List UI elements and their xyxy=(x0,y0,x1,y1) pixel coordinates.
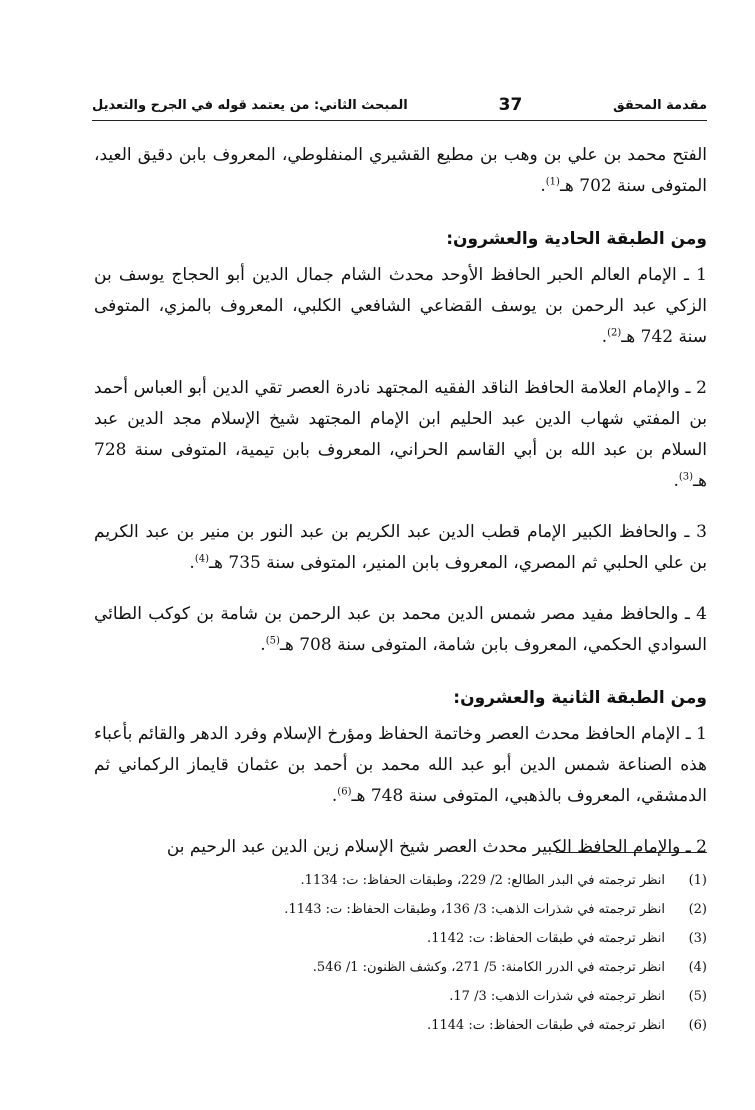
footnote xyxy=(180,924,707,953)
footnote-ref: (6) xyxy=(337,786,352,798)
footnote-number: (6) xyxy=(688,1018,707,1033)
footnote-ref: (1) xyxy=(545,176,560,188)
footnote xyxy=(180,895,707,924)
list-item: 4 ـ والحافظ مفيد مصر شمس الدين محمد بن عبد الرحمن بن شامة بن كوكب الطائي السوادي الحكمي، المعروف بابن شامة، المتوفى سنة 708 هـ$^{(5)}$. xyxy=(94,604,707,655)
footnote-text: انظر ترجمته في شذرات الذهب: 3/ 136، وطبقات الحفاظ: ت: 1143. xyxy=(284,902,665,917)
list-item: 1 ـ الإمام الحافظ محدث العصر وخاتمة الحفاظ ومؤرخ الإسلام وفرد الدهر والقائم بأعباء هذه الصناعة شمس الدين أبو عبد الله محمد بن أحمد بن عثمان قايماز الركماني ثم الدمشقي، المعروف بالذهبي، المتوفى سنة 748 هـ$^{(6)}$. xyxy=(94,724,707,806)
footnote xyxy=(180,866,707,895)
page-number: 37 xyxy=(498,95,523,115)
footnote-text: انظر ترجمته في طبقات الحفاظ: ت: 1142. xyxy=(427,931,665,946)
footnote xyxy=(180,982,707,1011)
footnotes xyxy=(180,866,707,1040)
list-item: 1 ـ الإمام العالم الحبر الحافظ الأوحد محدث الشام جمال الدين أبو الحجاج يوسف بن الزكي عبد الرحمن بن يوسف القضاعي الشافعي الكلبي، المعروف بالمزي، المتوفى سنة 742 هـ$^{(2)}$. xyxy=(94,265,707,347)
footnote-divider xyxy=(556,852,707,853)
footnote xyxy=(180,953,707,982)
list-item: 3 ـ والحافظ الكبير الإمام قطب الدين عبد الكريم بن عبد النور بن منير بن عبد الكريم بن علي الحلبي ثم المصري، المعروف بابن المنير، المتوفى سنة 735 هـ$^{(4)}$. xyxy=(94,522,707,573)
footnote-ref: (5) xyxy=(265,635,280,647)
footnote-ref: (2) xyxy=(607,327,622,339)
footnote-text: انظر ترجمته في طبقات الحفاظ: ت: 1144. xyxy=(427,1018,665,1033)
footnote xyxy=(180,1011,707,1040)
footnote-number: (4) xyxy=(688,960,707,975)
footnote-text: انظر ترجمته في الدرر الكامنة: 5/ 271، وكشف الظنون: 1/ 546. xyxy=(312,960,665,975)
main-text xyxy=(94,140,707,883)
footnote-ref: (4) xyxy=(194,553,210,565)
footnote-number: (3) xyxy=(688,931,707,946)
header-divider xyxy=(92,120,707,121)
running-header xyxy=(92,92,707,118)
footnote-number: (2) xyxy=(688,902,707,917)
section-heading-21: ومن الطبقة الحادية والعشرون: xyxy=(446,229,707,249)
footnote-number: (5) xyxy=(688,989,707,1004)
list-item: 2 ـ والإمام العلامة الحافظ الناقد الفقيه المجتهد نادرة العصر تقي الدين أبو العباس أحمد بن المفتي شهاب الدين عبد الحليم ابن الإمام المجتهد شيخ الإسلام مجد الدين عبد السلام بن عبد الله بن أبي القاسم الحراني، المعروف بابن تيمية، المتوفى سنة 728 هـ$^{(3)}$. xyxy=(94,378,707,491)
paragraph-continued: الفتح محمد بن علي بن وهب بن مطيع القشيري المنفلوطي، المعروف بابن دقيق العيد، المتوفى سنة 702 هـ$^{(1)}$. xyxy=(94,145,707,196)
header-chapter-title: مقدمة المحقق xyxy=(613,97,707,113)
footnote-text: انظر ترجمته في شذرات الذهب: 3/ 17. xyxy=(449,989,665,1004)
footnote-number: (1) xyxy=(688,873,707,888)
list-item: 2 ـ والإمام الحافظ الكبير محدث العصر شيخ الإسلام زين الدين عبد الرحيم بن xyxy=(166,837,707,857)
section-heading-22: ومن الطبقة الثانية والعشرون: xyxy=(453,688,707,708)
header-section-title: المبحث الثاني: من يعتمد قوله في الجرح والتعديل xyxy=(92,97,408,113)
footnote-text: انظر ترجمته في البدر الطالع: 2/ 229، وطبقات الحفاظ: ت: 1134. xyxy=(300,873,665,888)
footnote-ref: (3) xyxy=(678,471,694,483)
